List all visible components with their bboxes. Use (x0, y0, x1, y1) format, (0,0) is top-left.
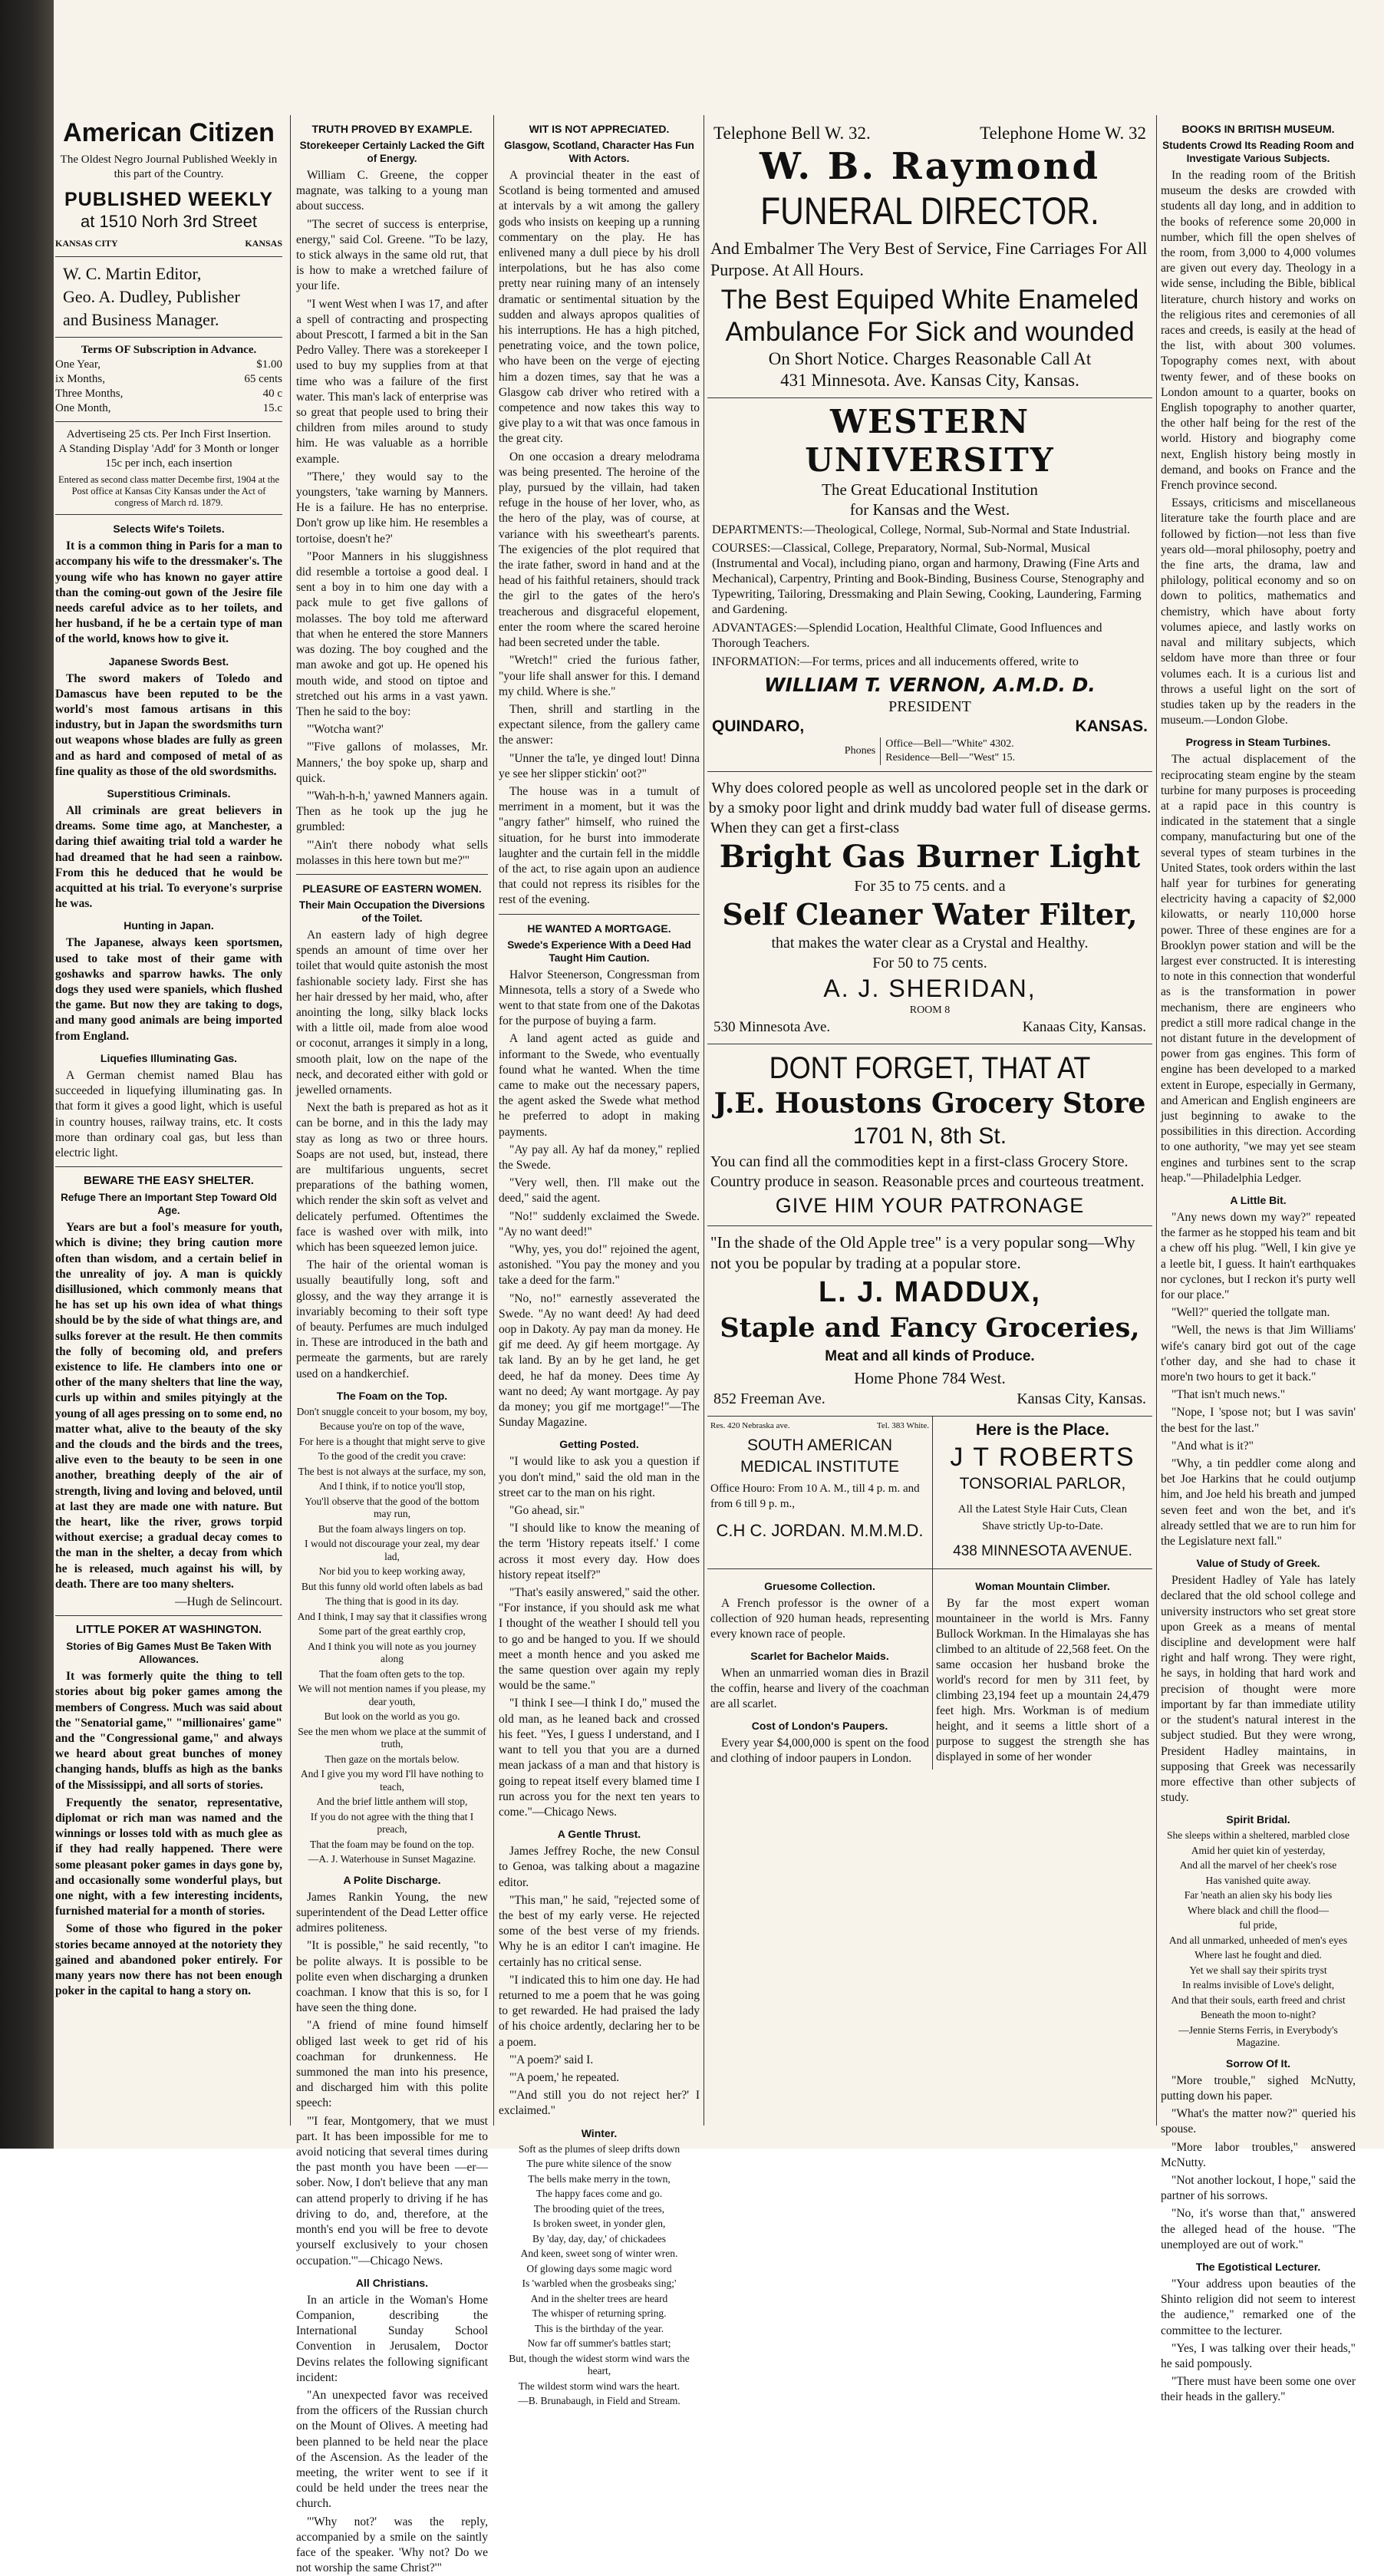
maddux-city: Kansas City, Kansas. (1017, 1390, 1146, 1407)
poem-line: Don't snuggle conceit to your bosom, my boy, (296, 1405, 488, 1417)
article-body: "I should like to know the meaning of the term 'History repeats itself.' I come across it most every day. How does history repeat itself?" (499, 1522, 700, 1582)
subheadline: Their Main Occupation the Diversions of the Toilet. (298, 899, 486, 924)
sheridan-city: Kanaas City, Kansas. (1022, 1019, 1146, 1035)
divider (55, 514, 282, 515)
article-body: Frequently the senator, representative, diplomat or rich man was named and the winnings or losses told with as much glee as if they had really happened. There were some pleasant poker games in days gone by, and occasionally some wonderful plays, but one night, with a few interesting incidents, furnished material for a month of stories. (55, 1796, 282, 1918)
wu-information: INFORMATION:—For terms, prices and all inducements offered, write to (712, 655, 1079, 668)
article-body: "More labor troubles," answered McNutty. (1161, 2140, 1356, 2169)
maddux-line5: Home Phone 784 West. (854, 1369, 1006, 1387)
headline: Liquefies Illuminating Gas. (100, 1051, 238, 1064)
poem-line: This is the birthday of the year. (534, 2322, 664, 2334)
article-body: It is a common thing in Paris for a man to accompany his wife to the dressmaker's. The young wife who has known no gayer attire than the coming-out gown of the Jesire file needs careful advice as to her toilets, and her husband, if he be a certain type of man of the world, knows how to give it. (55, 539, 282, 646)
article-body: "I went West when I was 17, and after a spell of contracting and prospecting about Prescott, I farmed a bit in the San Pedro Valley. There was a storekeeper I used to buy my supplies from at that time who was a failure of the first water. This man's lack of enterprise was so great that people used to bring their children from miles around to study him. He was valuable as a horrible example. (296, 297, 488, 466)
raymond-line2: The Best Equiped White Enameled Ambulance For Sick and wounded (720, 285, 1139, 347)
poem-line: Has vanished quite away. (1205, 1874, 1311, 1886)
article-body: "Very well, then. I'll make out the deed," said the agent. (499, 1176, 700, 1206)
poem-line: Is 'warbled when the grosbeaks sing;' (522, 2278, 677, 2290)
wu-advantages: ADVANTAGES:—Splendid Location, Healthful Climate, Good Influences and Thorough Teachers. (712, 622, 1102, 650)
article-body: "I indicated this to him one day. He had returned to me a poem that he was going to get rewarded. He had praised the lady of his choice ardently, declaring her to be a poem. (499, 1973, 700, 2049)
headline: PLEASURE OF EASTERN WOMEN. (302, 882, 482, 895)
headline: Sorrow Of It. (1226, 2057, 1290, 2070)
rate-row: ix Months, 65 cents (55, 373, 282, 386)
article-signature: —Hugh de Selincourt. (175, 1595, 282, 1608)
article-body: "Why, yes, you do!" rejoined the agent, astonished. "You pay the money and you take a deed for the farm." (499, 1243, 700, 1288)
article-body: "Your address upon beauties of the Shinto religion did not seem to interest the audience," remarked one of the committee to the lecturer. (1161, 2278, 1356, 2337)
poem-line: And I give you my word I'll have nothing to teach, (300, 1768, 484, 1793)
roberts-line4: All the Latest Style Hair Cuts, Clean (957, 1503, 1128, 1516)
roberts-line2: J T ROBERTS (950, 1443, 1135, 1472)
poem-line: And that their souls, earth freed and christ (1171, 1994, 1346, 2006)
sheridan-address: 530 Minnesota Ave. (713, 1019, 831, 1035)
roberts-line6: 438 MINNESOTA AVENUE. (953, 1543, 1132, 1559)
poem-line: Then gaze on the mortals below. (325, 1753, 460, 1765)
raymond-title: FUNERAL DIRECTOR. (760, 190, 1099, 233)
column-2 (296, 115, 488, 2575)
divider (55, 337, 282, 338)
jordan-ad (707, 1417, 933, 1568)
entered-notice: Entered as second class matter Decembe first, 1904 at the Post office at Kansas City Kansas under the Act of congress of March rd. 1879. (58, 474, 280, 509)
poem-line: The happy faces come and go. (535, 2188, 663, 2200)
article-body: "'A poem?' said I. (509, 2053, 594, 2066)
column-rule (1156, 115, 1157, 2126)
article-body: All criminals are great believers in dreams. Some time ago, at Manchester, a daring thief awaiting trial told a warder he had dreamed that he had seen a rainbow. From this he deduced that he would be acquitted at his trial. To everyone's surprise he was. (55, 804, 282, 911)
advertising-rate: Advertiseing 25 cts. Per Inch First Insertion. (66, 428, 272, 441)
article-body: "More trouble," sighed McNutty, putting down his paper. (1161, 2073, 1356, 2103)
article-body: "That's easily answered," said the other. "For instance, if you should ask me what I thought of the weather I should tell you to go and be hanged to you. If we should meet a month hence and you asked me the same question over again my reply would be the same." (499, 1586, 700, 1693)
poem-line: To the good of the credit you crave: (318, 1450, 466, 1463)
poem-line: But this funny old world often labels as bad (301, 1580, 483, 1592)
maddux-ad (707, 1226, 1152, 1417)
bottom-briefs-row (707, 1569, 1152, 1770)
sheridan-ad (707, 772, 1152, 1044)
jordan-line2: MEDICAL INSTITUTE (740, 1458, 899, 1476)
poem-line: Far 'neath an alien sky his body lies (1184, 1889, 1333, 1901)
poem-line: And the brief little anthem will stop, (316, 1796, 468, 1808)
sheridan-name: A. J. SHERIDAN, (823, 975, 1036, 1002)
headline: Scarlet for Bachelor Maids. (750, 1650, 889, 1662)
wu-title: WESTERN UNIVERSITY (805, 403, 1055, 479)
poem-line: We will not mention names if you please, my dear youth, (298, 1683, 486, 1707)
masthead-editor: W. C. Martin Editor, (63, 264, 202, 284)
poem-line: The bells make merry in the town, (528, 2172, 671, 2185)
column-1 (55, 111, 282, 2122)
rate-row: One Year, $1.00 (55, 358, 282, 371)
poem-line: ful pride, (1239, 1919, 1277, 1931)
poem-line: And I think, I may say that it classifies wrong (297, 1610, 487, 1622)
houston-line1: DONT FORGET, THAT AT (769, 1051, 1091, 1085)
column-rule (493, 115, 494, 2126)
wu-sub1: The Great Educational Institution (822, 480, 1038, 499)
poem-line: And all the marvel of her cheek's rose (1179, 1859, 1337, 1872)
article-body: "What's the matter now?" queried his spouse. (1161, 2107, 1356, 2136)
headline: Hunting in Japan. (124, 919, 214, 932)
ads-column (707, 123, 1152, 2126)
poem-signature: —A. J. Waterhouse in Sunset Magazine. (308, 1853, 476, 1865)
poem-line: The whisper of returning spring. (532, 2307, 667, 2320)
poem-line: By 'day, day, day,' of chickadees (532, 2232, 666, 2245)
poem-line: And I think, if to notice you'll stop, (318, 1480, 466, 1492)
poem-line: And all unmarked, unheeded of men's eyes (1168, 1934, 1348, 1946)
wu-president-name: WILLIAM T. VERNON, A.M.D. D. (764, 674, 1096, 696)
poem-line: But the foam always lingers on top. (318, 1522, 466, 1535)
poem-line: The wildest storm wind wars the heart. (518, 2380, 680, 2392)
maddux-line4: Meat and all kinds of Produce. (825, 1348, 1035, 1364)
sheridan-room: ROOM 8 (909, 1004, 951, 1016)
roberts-line3: TONSORIAL PARLOR, (959, 1475, 1126, 1492)
poem-signature: —B. Brunabaugh, in Field and Stream. (518, 2395, 680, 2407)
masthead-address: at 1510 Norh 3rd Street (81, 212, 257, 231)
article-body: An eastern lady of high degree spends an amount of time over her toilet that would quite astonish the most fashionable society lady. First she has her hair dressed by her maid, who, after anointing the long, silky black locks with a little oil, made from aloe wood or coconut, arranges it simply in a long, smooth plait, low on the nape of the neck, and decorated either with gold or jewelled ornaments. (296, 928, 488, 1097)
raymond-name: W. B. Raymond (759, 145, 1101, 188)
roberts-line1: Here is the Place. (976, 1421, 1109, 1439)
headline: HE WANTED A MORTGAGE. (527, 922, 671, 935)
article-body: In the reading room of the British museum the desks are crowded with students all day long, and in addition to the books of reference some 20,000 in number, which fill the open shelves of the room, from 3,000 to 4,000 volumes are given out every day. Theology in a wide sense, including the Bible, biblical literature, church history and works on the religious rites and ceremonies of all races and creeds, is easily at the head of the list, with about 300 volumes. Topography comes next, with about twenty fewer, and of these books on London amount to a quarter, books on English topography to another quarter, the other half being for the rest of the world. History and biography come next, English history being mostly in demand, and books on France and the French province second. (1161, 169, 1356, 493)
article-body: The Japanese, always keen sportsmen, used to take most of their game with goshawks and sparrow hawks. The only dogs they used were spaniels, which flushed the game. But now they are taking to dogs, and many good animals are being imported from England. (55, 936, 282, 1043)
subheadline: Refuge There an Important Step Toward Old Age. (61, 1192, 277, 1217)
article-body: On one occasion a dreary melodrama was being presented. The heroine of the play, pursued by the villain, had taken refuge in the house of her lover, who, as the hero of the play, was of course, at variance with his sweetheart's parents. The exigencies of the plot required that the irate father, sword in hand and at the head of his faithful retainers, should track the girl to the gates of the hero's treacherous and disgraceful elopement, enter the room where the scared heroine had been secreted under the table. (499, 450, 700, 650)
poem-title: Winter. (581, 2126, 618, 2139)
poem-line: For here is a thought that might serve to give (298, 1435, 486, 1447)
sheridan-when: When they can get a first-class (710, 820, 900, 836)
poem-line: And I think you will note as you journey along (308, 1640, 476, 1665)
masthead-published: PUBLISHED WEEKLY (64, 189, 274, 210)
poem-line: Nor bid you to keep working away, (318, 1565, 466, 1578)
article-body: Halvor Steenerson, Congressman from Minnesota, tells a story of a Swede who went to that state from one of the Dakotas for the purpose of buying a farm. (499, 968, 700, 1028)
poem-line: And in the shelter trees are heard (530, 2292, 668, 2304)
roberts-line5: Shave strictly Up-to-Date. (982, 1520, 1103, 1532)
terms-title: Terms OF Subscription in Advance. (81, 344, 257, 357)
article-body: "Ay pay all. Ay haf da money," replied the Swede. (499, 1143, 700, 1172)
headline: Superstitious Criminals. (107, 787, 231, 800)
article-body: "'Wotcha want?' (307, 723, 384, 737)
poem-title: Spirit Bridal. (1226, 1813, 1290, 1826)
divider (499, 914, 700, 915)
wu-kansas: KANSAS. (1075, 717, 1148, 735)
article-body: "Poor Manners in his sluggishness did resemble a tortoise a good deal. I sent a boy in to him one day with a pack mule to get five gallons of molasses. The boy told me afterward that when he entered the store Manners was dozing. The boy coughed and the man awoke and got up. He opened his mouth wide, and stood on tiptoe and stretched out his arms in a vast yawn. Then he said to the boy: (296, 549, 488, 718)
poem-line: You'll observe that the good of the bottom may run, (305, 1495, 479, 1520)
poem-line: Now far off summer's battles start; (527, 2337, 671, 2350)
divider (55, 1166, 282, 1167)
article-body: "There must have been some one over their heads in the gallery." (1161, 2375, 1356, 2404)
article-body: "Unner the ta'le, ye dinged lout! Dinna ye see her slipper stickin' oot?" (499, 751, 700, 780)
article-body: "'Ain't there nobody what sells molasses in this here town but me?'" (296, 838, 488, 867)
raymond-phone-home: Telephone Home W. 32 (980, 124, 1146, 143)
headline: Selects Wife's Toilets. (113, 523, 225, 536)
maddux-line2: L. J. MADDUX, (819, 1276, 1041, 1308)
article-body: Essays, criticisms and miscellaneous literature take the fourth place and are followed by fiction—not less than five years old—moral philosophy, poetry and the fine arts, the drama, law and philology, political economy and so on down to politics, mathematics and chemistry, which have about forty volumes apiece, and lastly works on naval and military subjects, which seldom have more than three or four volumes each. It is a curious list and throws a useful light on the sort of studies taken up by the readers in the museum.—London Globe. (1161, 496, 1356, 727)
jordan-line1: SOUTH AMERICAN (746, 1436, 893, 1454)
wu-depts: DEPARTMENTS:—Theological, College, Normal, Sub-Normal and State Industrial. (712, 523, 1131, 536)
poem-line: I would not discourage your zeal, my dear lad, (305, 1538, 479, 1562)
article-body: "It is possible," he said recently, "to be polite always. It is possible to be polite even when discharging a drunken coachman. I know that this is so, for I have seen the thing done. (296, 1939, 488, 2015)
houston-line3: 1701 N, 8th St. (852, 1123, 1007, 1149)
article-body: The hair of the oriental woman is usually beautifully long, soft and glossy, and the way they arrange it is invariably becoming to their soft type of beauty. Perfumes are much indulged in. These are introduced in the bath and permeate the garments, but are rarely used on a handkerchief. (296, 1258, 488, 1380)
poem-line: In realms invisible of Love's delight, (1181, 1979, 1335, 1991)
article-body: Some of those who figured in the poker stories became annoyed at the notoriety they gained and abandoned poker entirely. For many years now there has not been enough poker in the capital to hang a story on. (55, 1922, 282, 1998)
subheadline: Storekeeper Certainly Lacked the Gift of Energy. (299, 140, 485, 164)
raymond-phone-bell: Telephone Bell W. 32. (713, 124, 871, 143)
article-body: William C. Greene, the copper magnate, was talking to a young man about success. (296, 169, 488, 213)
poem-line: She sleeps within a sheltered, marbled close (1166, 1829, 1350, 1842)
article-body: "'A poem,' he repeated. (509, 2070, 620, 2084)
divider (55, 421, 282, 422)
article-body: "Go ahead, sir." (509, 1504, 585, 1518)
headline: Getting Posted. (559, 1438, 639, 1451)
poem-line: Yet we shall say their spirits tryst (1189, 1964, 1327, 1976)
raymond-line4: 431 Minnesota. Ave. Kansas City, Kansas. (780, 371, 1079, 390)
article-body: By far the most expert woman mountaineer in the world is Mrs. Fanny Bullock Workman. In the Himalayas she has climbed to an altitude of 22,568 feet. On the same occasion her husband broke the world's record for men by 311 feet, by climbing 23,194 feet up a mountain 24,479 feet high. Mrs. Workman is of medium height, and it seems a little short of a purpose to suggest the strength she has displayed in some of her wonder (936, 1597, 1149, 1763)
article-body: When an unmarried woman dies in Brazil the coffin, hearse and livery of the coachman are all scarlet. (710, 1667, 929, 1710)
article-body: Every year $4,000,000 is spent on the food and clothing of indoor paupers in London. (710, 1737, 929, 1765)
sheridan-filter: Self Cleaner Water Filter, (722, 897, 1138, 932)
article-body: "'I fear, Montgomery, that we must part. It has been impossible for me to avoid noticing that several times during the past month you have been —er—sober. Now, I don't believe that any man can attend properly to driving if he has driving to do, and, therefore, at the month's end you will be free to devote yourself exclusively to your chosen occupation.'"—Chicago News. (296, 2114, 488, 2268)
divider (55, 256, 282, 257)
headline: BEWARE THE EASY SHELTER. (84, 1174, 254, 1188)
poem-line: That the foam may be found on the top. (309, 1838, 475, 1850)
article-body: Next the bath is prepared as hot as it can be borne, and in this the lady may stay as long as two or three hours. Soaps are not used, but, instead, there are multifarious unguents, secret preparations of the bathing women, which render the skin soft as velvet and delicately perfumed. Oftentimes the face is washed over with milk, into which has been squeezed lemon juice. (296, 1101, 488, 1254)
article-body: The sword makers of Toledo and Damascus have been reputed to be the world's most famous artisans in this industry, but in Japan the swordsmiths turn out weapons whose blades are fully as green and as hard and composed of metal of as fine quality as those of the old swordsmiths. (55, 671, 282, 778)
wu-quindaro: QUINDARO, (712, 717, 805, 735)
article-body: In an article in the Woman's Home Companion, describing the International Sunday School Convention in Jerusalem, Doctor Devins relates the following significant incident: (296, 2293, 488, 2384)
rate-row: One Month, 15.c (55, 402, 282, 415)
article-body: President Hadley of Yale has lately declared that the old school college and university instructors who set great store upon Greek as a means of mental discipline and development were half right and half wrong. They were right, he says, in holding that hard work and precision of thought were more important by far than immediate utility or the student's natural interest in the subject studied. But they were wrong, President Hadley maintains, in supposing that Greek was necessarily more effective than other subjects of study. (1161, 1574, 1356, 1805)
raymond-ad (707, 123, 1152, 398)
article-body: The actual displacement of the reciprocating steam engine by the steam turbine for many purposes is proceeding at a rapid pace in this country is indicated in the statement that a single company, manufacturing but one of the several types of steam turbines in the United States, took orders within the last half year for turbines for generating electricity having a capacity of $2,000 kilowatts, or nearly 110,000 horse power. Three of these engines are for a Brooklyn power station and will be the largest ever constructed. It is interesting to note in this connection that wonderful as is the transformation in power mechanism, there are engineers who predict a still more radical change in the not distant future in the development of power from gas engines. This form of engine has been developed to a marked extent in Europe, especially in Germany, and American and English engineers are just beginning to awake to the possibilities in this direction. According to one authority, "we may yet see steam engines and turbines sent to the scrap heap."—Philadelphia Ledger. (1161, 753, 1356, 1185)
sheridan-question: Why does colored people as well as uncolored people set in the dark or by a smoky poor light and drink muddy bad water full of disease germs. (708, 780, 1152, 816)
headline: BOOKS IN BRITISH MUSEUM. (1181, 123, 1335, 135)
article-body: "Not another lockout, I hope," said the partner of his sorrows. (1161, 2174, 1356, 2203)
wu-sub2: for Kansas and the West. (849, 500, 1010, 519)
article-body: Years are but a fool's measure for youth, which is divine; they bring caution more often than wisdom, and a certain belief in the unreality of joy. A man is quickly disillusioned, which commonly means that he has set up his own idea of what things should be by the side of what things are, and sulks forever at the result. He then commits the folly of becoming old, and prefers existence to life. He clambers into one or other of the many shelters that line the way, curls up within and smiles pityingly at the young of all ages pressing on to some end, no matter what, alive to the beauty of the sky and the clouds and the birds and the trees, alive even to the beauty to be seen in one another, breathing deeply of the air of strength, living and loving and beloved, until at last they are made one with nature. But the heart, like the river, grows torpid without exercise; a gradual decay comes to the man in the shelter, a decay from which he is released, much against his will, by death. There are too many shelters. (55, 1221, 282, 1591)
roberts-ad (933, 1417, 1152, 1568)
wu-president-title: PRESIDENT (888, 698, 971, 715)
sheridan-gas: Bright Gas Burner Light (719, 839, 1141, 875)
article-body: "'Wah-h-h-h,' yawned Manners again. Then as he took up the jug he grumbled: (296, 789, 488, 834)
jordan-res: Res. 420 Nebraska ave. (710, 1421, 790, 1430)
article-body: A land agent acted as guide and informant to the Swede, who eventually found what he wanted. When the time came to make out the necessary papers, the agent asked the Swede what method he preferred to adopt in making payments. (499, 1032, 700, 1139)
article-body: "Yes, I was talking over their heads," he said pompously. (1161, 2341, 1356, 2371)
poem-line: Where last he fought and died. (1195, 1949, 1322, 1961)
article-body: "Why, a tin peddler come along and bet Joe Harkins that he could outjump him, and Joe held his breath and jumped seven feet and won the bet, and it's already settled that we are to run him for the Legislature next fall." (1161, 1457, 1356, 1549)
raymond-line3: On Short Notice. Charges Reasonable Call At (768, 349, 1092, 368)
masthead-publisher: Geo. A. Dudley, Publisher (63, 287, 240, 307)
subheadline: Students Crowd Its Reading Room and Investigate Various Subjects. (1162, 140, 1354, 164)
article-body: It was formerly quite the thing to tell stories about big poker games among the members of Congress. Much was said about the "Senatorial game," "millionaires' game" and the "Congressional game," and always we heard about great bunches of money changing hands, bluffs as high as the banks of the Mississippi, and all sorts of stories. (55, 1670, 282, 1792)
jordan-name: C.H C. JORDAN. M.M.M.D. (716, 1521, 924, 1540)
poem-line: That the foam often gets to the top. (319, 1667, 465, 1680)
article-body: "'And still you do not reject her?' I exclaimed." (499, 2089, 700, 2118)
poem-line: Beneath the moon to-night? (1200, 2009, 1316, 2021)
article-body: "Well?" queried the tollgate man. (1171, 1306, 1330, 1320)
headline: Cost of London's Paupers. (751, 1720, 888, 1732)
headline: A Gentle Thrust. (557, 1828, 641, 1841)
article-body: Then, shrill and startling in the expectant silence, from the gallery came the answer: (499, 702, 700, 747)
article-body: "There,' they would say to the youngsters, 'take warning by Manners. He is a failure. He has no enterprise. Don't grow up like him. He resembles a tortoise, doesn't he?' (296, 470, 488, 546)
article-body: "This man," he said, "rejected some of the best of my early verse. He rejected some of the best verse of my friends. Why he is an editor I can't imagine. He certainly has no critical sense. (499, 1893, 700, 1969)
subheadline: Swede's Experience With a Deed Had Taught Him Caution. (507, 938, 691, 964)
poem-line: Amid her quiet kin of yesterday, (1191, 1844, 1326, 1856)
column-3 (499, 115, 700, 2407)
rate-row: Three Months, 40 c (55, 388, 282, 401)
article-body: "Nope, I 'spose not; but I was savin' the best for the last." (1161, 1406, 1356, 1435)
article-body: A French professor is the owner of a collection of 920 human heads, representing every known race of people. (710, 1597, 929, 1641)
divider (296, 874, 488, 875)
poem-line: See the men whom we place at the summit of truth, (298, 1725, 486, 1750)
divider (55, 1615, 282, 1616)
poem-line: Of glowing days some magic word (526, 2262, 672, 2274)
wu-phones: Phones Office—Bell—"White" 4302. Residence—Bell—"West" 15. (844, 738, 1016, 764)
masthead-tagline: The Oldest Negro Journal Published Weekly in this part of the Country. (60, 153, 278, 180)
poem-line: Because you're on top of the wave, (319, 1420, 465, 1433)
western-university-ad (707, 398, 1152, 772)
poem-line: Is broken sweet, in yonder glen, (532, 2218, 666, 2230)
wu-courses: COURSES:—Classical, College, Preparatory, Normal, Sub-Normal, Musical (Instrumental and Vocal), including piano, organ and harmony, Drawing (Fine Arts and Mechanical), Carpentry, Printing and Book-Binding, Business Course, Stenography and Typewriting, Tailoring, Dressmaking and Plain Sewing, Cooking, Laundering, Farming and Gardening. (712, 542, 1145, 616)
column-6 (1161, 115, 1356, 2404)
houston-line5: GIVE HIM YOUR PATRONAGE (775, 1194, 1085, 1217)
article-body: "No!" suddenly exclaimed the Swede. "Ay no want deed!" (499, 1209, 700, 1239)
masthead-manager: and Business Manager. (63, 310, 219, 330)
subheadline: Glasgow, Scotland, Character Has Fun With Actors. (504, 140, 694, 164)
article-body: "'Why not?' was the reply, accompanied by a smile on the saintly face of the speaker. 'Why not? Do we not worship the same Christ?'" (296, 2515, 488, 2575)
maddux-address: 852 Freeman Ave. (713, 1390, 825, 1407)
headline: TRUTH PROVED BY EXAMPLE. (311, 123, 473, 135)
poem-line: The pure white silence of the snow (526, 2158, 672, 2170)
raymond-line1: And Embalmer The Very Best of Service, Fine Carriages For All Purpose. At All Hours. (710, 239, 1148, 279)
poem-line: But, though the widest storm wind wars the heart, (509, 2352, 690, 2377)
sheridan-gas-price: For 35 to 75 cents. and a (854, 878, 1006, 895)
article-body: James Jeffrey Roche, the new Consul to Genoa, was talking about a magazine editor. (499, 1845, 700, 1889)
maddux-line1: "In the shade of the Old Apple tree" is a very popular song—Why not you be popular by trading at a popular store. (710, 1233, 1135, 1272)
poem-line: Soft as the plumes of sleep drifts down (518, 2142, 680, 2155)
article-body: "An unexpected favor was received from the officers of the Russian church on the Mount of Olives. A meeting had been planned to be held near the place of the Ascension. As the leader of the meeting, the writer went to see if it could be held under the trees near the church. (296, 2388, 488, 2511)
masthead-title: American Citizen (63, 118, 275, 147)
article-body: "The secret of success is enterprise, energy," said Col. Greene. "To be lazy, to stick always in the same old rut, that is how to make a wretched failure of your life. (296, 217, 488, 293)
column-rule (290, 115, 291, 2126)
article-body: James Rankin Young, the new superintendent of the Dead Letter office admires politeness. (296, 1890, 488, 1935)
poem-line: But look on the world as you go. (324, 1710, 460, 1723)
article-body: A provincial theater in the east of Scotland is being tormented and amused at intervals by a wit among the gallery gods who insists on keeping up a running commentary on the play. He has enlivened many a dull piece by his droll interpolations, but he has also come pretty near ruining many of an intensely dramatic or sentimental situation by the sudden and always apropos qualities of his interruptions. He has a high pitched, penetrating voice, and the town police, who have been on the verge of ejecting him a dozen times, say that he was a Glasgow cab driver who retired with a competence and now takes this way to give play to a wit that was once famous in the great city. (499, 169, 700, 446)
headline: Gruesome Collection. (764, 1580, 875, 1592)
headline: All Christians. (355, 2276, 429, 2289)
article-body: "No, it's worse than that," answered the alleged head of the house. "The unemployed are out of work." (1161, 2207, 1356, 2251)
article-body: A German chemist named Blau has succeeded in liquefying illuminating gas. In that form it gives a good light, which is useful in country houses, railway trains, etc. It costs more than ordinary coal gas, but less than electric light. (55, 1068, 282, 1159)
poem-line: The brooding quiet of the trees, (533, 2202, 665, 2215)
article-body: "That isn't much news." (1171, 1388, 1286, 1402)
headline: The Egotistical Lecturer. (1195, 2261, 1321, 2274)
briefs-right (933, 1569, 1152, 1770)
article-body: "Any news down my way?" repeated the farmer as he stopped his team and bit a chew off his plug. "Well, I kin give ye a leetle bit, I guess. It hain't earthquakes nor cyclones, but I reckon it's purty well for our place." (1161, 1211, 1356, 1302)
small-ads-row (707, 1417, 1152, 1569)
headline: Progress in Steam Turbines. (1185, 736, 1331, 749)
display-rate: A Standing Display 'Add' for 3 Month or longer 15c per inch, each insertion (58, 443, 279, 470)
houston-line2: J.E. Houstons Grocery Store (713, 1087, 1146, 1120)
houston-ad (707, 1044, 1152, 1226)
masthead-city: KANSAS CITY KANSAS (55, 238, 282, 249)
poem-line: And keen, sweet song of winter wren. (520, 2248, 678, 2260)
poem-line: The thing that is good in its day. (325, 1595, 459, 1608)
subheadline: Stories of Big Games Must Be Taken With Allowances. (66, 1641, 272, 1666)
article-body: "'Five gallons of molasses, Mr. Manners,' the boy spoke up, sharp and quick. (296, 740, 488, 785)
headline: A Polite Discharge. (343, 1873, 441, 1886)
headline: Japanese Swords Best. (108, 655, 229, 668)
maddux-line3: Staple and Fancy Groceries, (720, 1312, 1140, 1344)
headline: LITTLE POKER AT WASHINGTON. (75, 1623, 262, 1637)
headline: WIT IS NOT APPRECIATED. (529, 123, 670, 135)
article-body: "I would like to ask you a question if you don't mind," said the old man in the street car to the man on his right. (499, 1455, 700, 1499)
poem-line: The best is not always at the surface, my son, (298, 1465, 486, 1477)
article-body: The house was in a tumult of merriment in a moment, but it was the "angry father" himself, who ruined the situation, for he burst into immoderate laughter and the curtain fell in the middle of the act, to rise again upon an audience that could not repress its risibles for the rest of the evening. (499, 784, 700, 907)
headline: A Little Bit. (1230, 1194, 1287, 1206)
article-body: "Well, the news is that Jim Williams' wife's canary bird got out of the cage t'other day, and she had to chase it more'n two hours to get it back." (1161, 1324, 1356, 1384)
headline: Value of Study of Greek. (1196, 1557, 1320, 1570)
jordan-tel: Tel. 383 White. (876, 1421, 929, 1430)
article-body: "No, no!" earnestly asseverated the Swede. "Ay no want deed! Ay had deed oop in Dakoty. Ay pay man da money. He gif me deed. Ay gif heem mortgage. Ay tak land. By an by he get land, he get deed, he haf da money. Dees time Ay want no deed; Ay want mortgage. Ay pay da money; you gif me mortgage!"—The Sunday Magazine. (499, 1291, 700, 1430)
article-body: "A friend of mine found himself obliged last week to get rid of his coachman for drunkenness. He summoned the man into his presence, and discharged him with this polite speech: (296, 2019, 488, 2110)
poem-line: Some part of the great earthly crop, (318, 1625, 466, 1638)
jordan-hours: Office Houro: From 10 A. M., till 4 p. m. and from 6 till 9 p. m., (710, 1483, 920, 1510)
poem-line: Where black and chill the flood— (1187, 1904, 1330, 1916)
article-body: "I think I see—I think I do," mused the old man, as he leaned back and crossed his feet. "Yes, I guess I understand, and I want to tell you that you are a durned mean jackass of a man and that history is going to repeat itself every blamed time I run across you for the next ten years to come."—Chicago News. (499, 1697, 700, 1819)
briefs-left (707, 1569, 933, 1770)
poem-line: If you do not agree with the thing that I preach, (310, 1810, 474, 1836)
article-body: "And what is it?" (1171, 1439, 1254, 1453)
houston-line4: You can find all the commodities kept in a first-class Grocery Store. Country produce in season. Reasonable prces and courteous treatment. (710, 1153, 1145, 1190)
poem-title: The Foam on the Top. (336, 1389, 448, 1402)
sheridan-filter-price: For 50 to 75 cents. (872, 955, 987, 971)
sheridan-filter-desc: that makes the water clear as a Crystal and Healthy. (771, 935, 1089, 952)
article-body: "Wretch!" cried the furious father, "your life shall answer for this. I demand my child. Where is she." (499, 654, 700, 698)
headline: Woman Mountain Climber. (975, 1580, 1110, 1592)
poem-line: —Jennie Sterns Ferris, in Everybody's Magazine. (1178, 2024, 1338, 2049)
